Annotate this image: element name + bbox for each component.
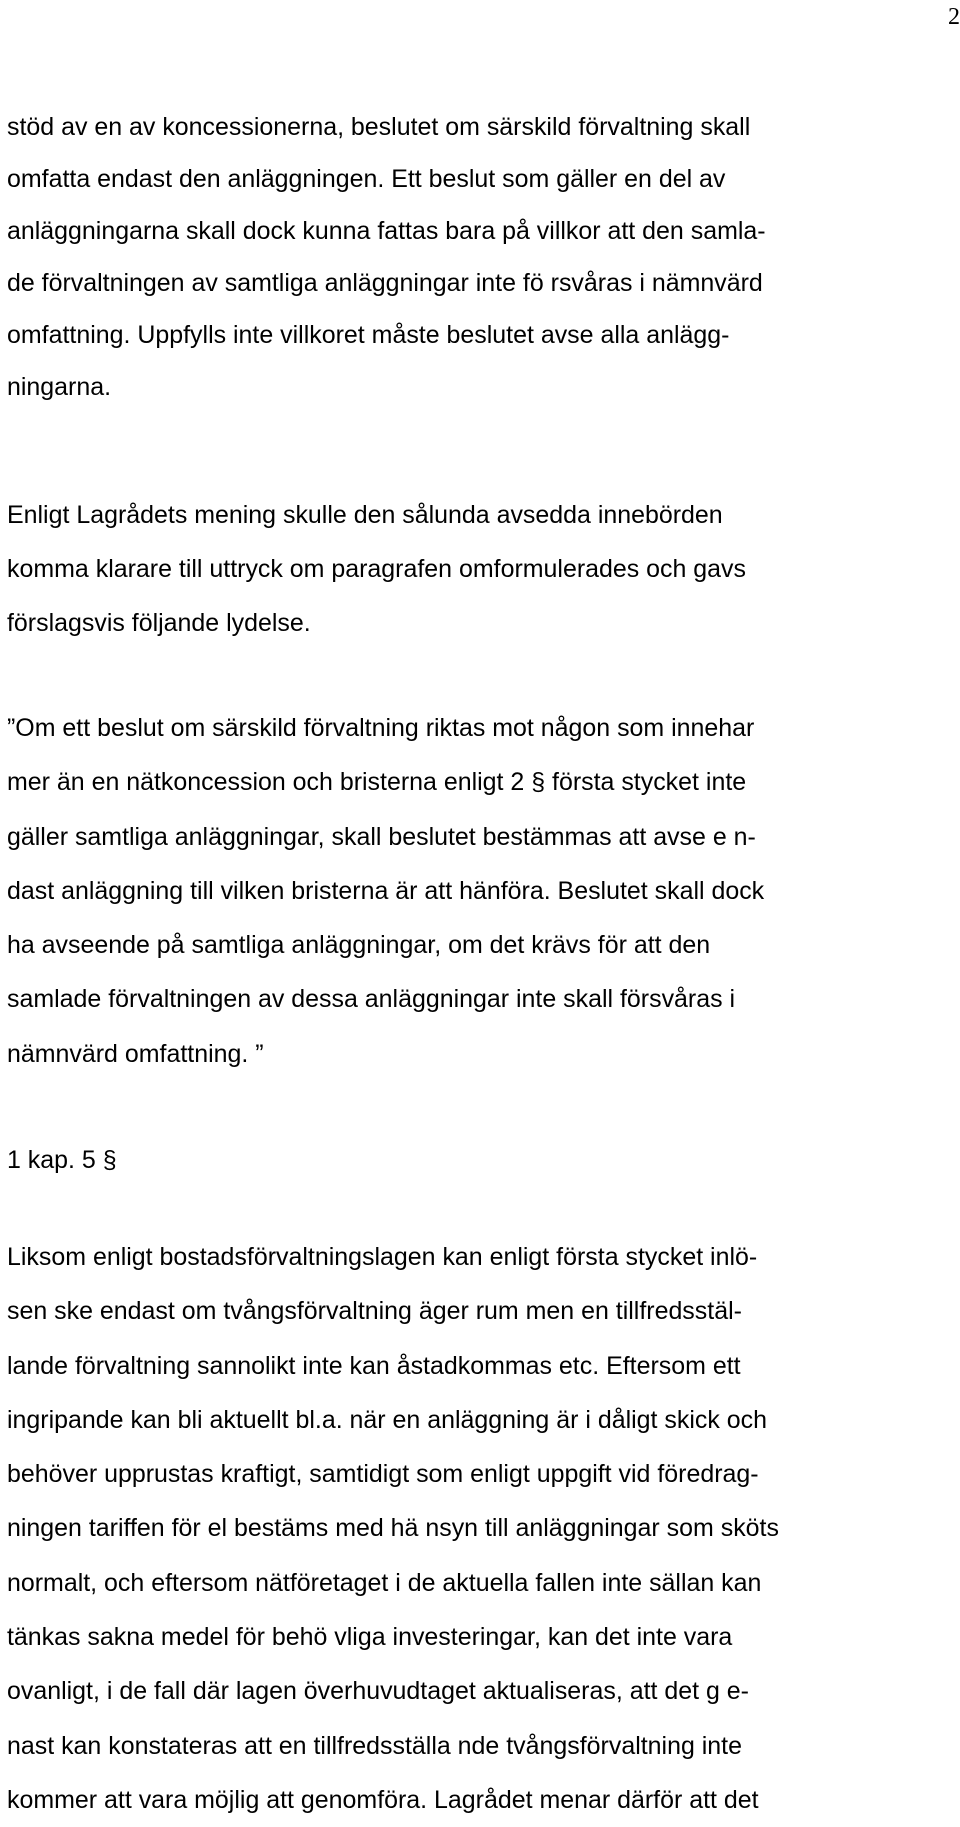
text-line: sen ske endast om tvångsförvaltning äger rum men en tillfredsstäl- bbox=[7, 1297, 742, 1326]
text-line: gäller samtliga anläggningar, skall beslutet bestämmas att avse e n- bbox=[7, 822, 756, 851]
text-line: mer än en nätkoncession och bristerna enligt 2 § första stycket inte bbox=[7, 768, 747, 797]
text-line: nast kan konstateras att en tillfredsställa nde tvångsförvaltning inte bbox=[7, 1731, 743, 1760]
section-heading bbox=[7, 1135, 957, 1185]
paragraph-2 bbox=[7, 488, 957, 650]
text-line: stöd av en av koncessionerna, beslutet om särskild förvaltning skall bbox=[7, 113, 751, 141]
text-line: nämnvärd omfattning. ” bbox=[7, 1039, 264, 1068]
text-line: ingripande kan bli aktuellt bl.a. när en anläggning är i dåligt skick och bbox=[7, 1405, 767, 1434]
text-line: ”Om ett beslut om särskild förvaltning riktas mot någon som innehar bbox=[7, 714, 755, 742]
text-line: ningen tariffen för el bestäms med hä nsyn till anläggningar som sköts bbox=[7, 1514, 779, 1543]
text-line: tänkas sakna medel för behö vliga investeringar, kan det inte vara bbox=[7, 1623, 733, 1652]
text-line: normalt, och eftersom nätföretaget i de aktuella fallen inte sällan kan bbox=[7, 1568, 762, 1597]
paragraph-5 bbox=[7, 1230, 957, 1827]
text-line: behöver upprustas kraftigt, samtidigt som enligt uppgift vid föredrag- bbox=[7, 1460, 759, 1489]
text-line: anläggningarna skall dock kunna fattas bara på villkor att den samla- bbox=[7, 217, 766, 245]
heading-text: 1 kap. 5 § bbox=[7, 1146, 117, 1174]
text-line: Enligt Lagrådets mening skulle den sålunda avsedda innebörden bbox=[7, 501, 723, 529]
text-line: omfatta endast den anläggningen. Ett beslut som gäller en del av bbox=[7, 165, 726, 193]
text-line: förslagsvis följande lydelse. bbox=[7, 609, 311, 637]
text-line: komma klarare till uttryck om paragrafen omformulerades och gavs bbox=[7, 555, 747, 583]
page-number: 2 bbox=[948, 4, 960, 30]
text-line: lande förvaltning sannolikt inte kan åstadkommas etc. Eftersom ett bbox=[7, 1351, 741, 1380]
text-line: ha avseende på samtliga anläggningar, om det krävs för att den bbox=[7, 931, 711, 960]
text-line: omfattning. Uppfylls inte villkoret måste beslutet avse alla anlägg- bbox=[7, 321, 730, 349]
text-line: ningarna. bbox=[7, 373, 112, 401]
text-line: samlade förvaltningen av dessa anläggningar inte skall försvåras i bbox=[7, 985, 736, 1014]
text-line: dast anläggning till vilken bristerna är att hänföra. Beslutet skall dock bbox=[7, 876, 765, 905]
text-line: ovanligt, i de fall där lagen överhuvudtaget aktualiseras, att det g e- bbox=[7, 1677, 749, 1706]
paragraph-1 bbox=[7, 101, 957, 413]
quoted-proposal bbox=[7, 701, 957, 1081]
text-line: kommer att vara möjlig att genomföra. Lagrådet menar därför att det bbox=[7, 1785, 759, 1814]
text-line: Liksom enligt bostadsförvaltningslagen kan enligt första stycket inlö- bbox=[7, 1243, 758, 1271]
text-line: de förvaltningen av samtliga anläggningar inte fö rsvåras i nämnvärd bbox=[7, 269, 763, 297]
